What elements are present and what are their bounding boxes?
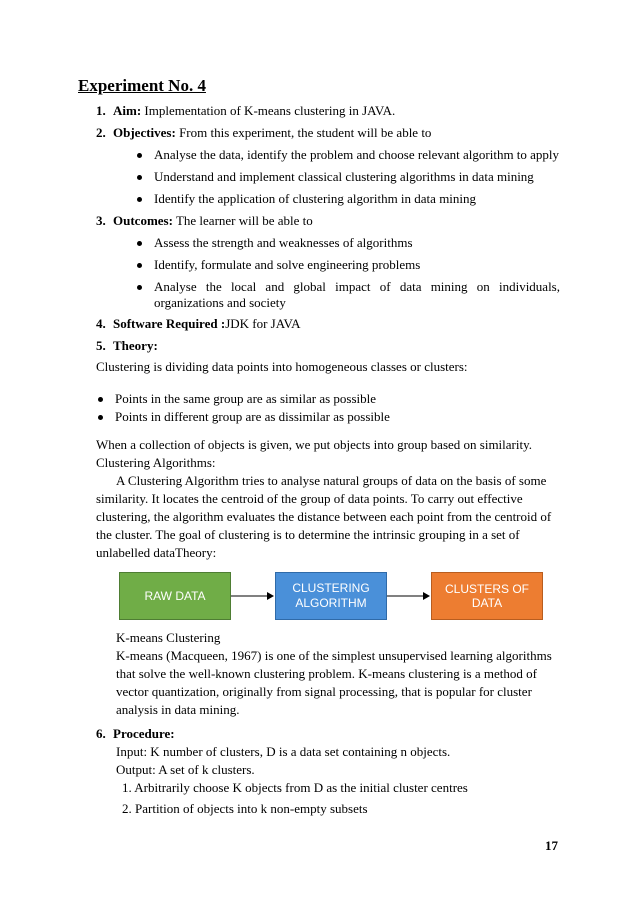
bullet-icon (98, 415, 103, 420)
theory-point: Points in the same group are as similar as possible (115, 391, 377, 406)
raw-data-box (119, 572, 231, 620)
objective-item: Understand and implement classical clustering algorithms in data mining (154, 169, 534, 184)
procedure-step: 1. Arbitrarily choose K objects from D as the initial cluster centres (122, 780, 468, 795)
aim-line (96, 103, 395, 119)
objectives-line (96, 125, 431, 141)
theory-intro: Clustering is dividing data points into homogeneous classes or clusters: (96, 359, 468, 374)
theory-text-line: the cluster. The goal of clustering is to determine the intrinsic grouping in a set of (96, 527, 520, 542)
outcome-item-justified (154, 279, 560, 295)
outcomes-label: Outcomes: (113, 213, 173, 228)
software-text: JDK for JAVA (225, 316, 301, 331)
word: individuals, (498, 279, 560, 294)
aim-number: 1. (96, 103, 106, 118)
theory-point: Points in different group are as dissimilar as possible (115, 409, 390, 424)
procedure-label: Procedure: (113, 726, 175, 741)
theory-label: Theory: (113, 338, 158, 353)
clustering-algorithm-label-line1: CLUSTERING (292, 581, 370, 595)
bullet-icon (137, 175, 142, 180)
word: and (265, 279, 285, 294)
word: global (293, 279, 326, 294)
word: local (230, 279, 257, 294)
kmeans-heading: K-means Clustering (116, 630, 221, 645)
bullet-icon (137, 285, 142, 290)
theory-text-line: similarity. It locates the centroid of the group of data points. To carry out effective (96, 491, 523, 506)
outcomes-text: The learner will be able to (172, 213, 313, 228)
software-line (96, 316, 301, 332)
kmeans-text-line: K-means (Macqueen, 1967) is one of the simplest unsupervised learning algorithms (116, 648, 552, 663)
objective-item: Identify the application of clustering algorithm in data mining (154, 191, 477, 206)
kmeans-text-line: that solve the well-known clustering problem. K-means clustering is a method of (116, 666, 537, 681)
software-label: Software Required : (113, 316, 226, 331)
theory-subheading: Clustering Algorithms: (96, 455, 216, 470)
theory-text-line: unlabelled dataTheory: (96, 545, 217, 560)
clustering-algorithm-label-line2: ALGORITHM (295, 596, 367, 610)
clustering-algorithm-box (275, 572, 387, 620)
bullet-icon (137, 153, 142, 158)
objectives-label: Objectives: (113, 125, 176, 140)
objectives-text: From this experiment, the student will be able to (175, 125, 432, 140)
theory-line (96, 338, 158, 354)
clusters-of-data-box (431, 572, 543, 620)
word: mining (430, 279, 468, 294)
outcome-item: Assess the strength and weaknesses of algorithms (154, 235, 413, 250)
word: on (476, 279, 490, 294)
outcome-item: Identify, formulate and solve engineering problems (154, 257, 421, 272)
procedure-step: 2. Partition of objects into k non-empty subsets (122, 801, 368, 816)
kmeans-text-line: vector quantization, originally from signal processing, that is popular for cluster (116, 684, 532, 699)
arrow-right-icon (387, 590, 431, 602)
theory-paragraph: When a collection of objects is given, we put objects into group based on similarity. (96, 437, 533, 452)
clusters-of-data-label: CLUSTERS OF DATA (444, 582, 529, 610)
page-title: Experiment No. 4 (78, 76, 206, 95)
software-number: 4. (96, 316, 106, 331)
arrow-right-icon (231, 590, 275, 602)
bullet-icon (98, 397, 103, 402)
procedure-line (96, 726, 175, 742)
raw-data-label: RAW DATA (144, 589, 206, 603)
theory-number: 5. (96, 338, 106, 353)
procedure-input: Input: K number of clusters, D is a data set containing n objects. (116, 744, 451, 759)
procedure-number: 6. (96, 726, 106, 741)
page-number: 17 (545, 838, 558, 853)
bullet-icon (137, 241, 142, 246)
word: of (379, 279, 391, 294)
procedure-output: Output: A set of k clusters. (116, 762, 255, 777)
objectives-number: 2. (96, 125, 106, 140)
objective-item: Analyse the data, identify the problem and choose relevant algorithm to apply (154, 147, 560, 162)
outcomes-line (96, 213, 313, 229)
outcomes-number: 3. (96, 213, 106, 228)
aim-label: Aim: (113, 103, 142, 118)
theory-text-line: A Clustering Algorithm tries to analyse natural groups of data on the basis of some (116, 473, 547, 488)
bullet-icon (137, 197, 142, 202)
word: data (399, 279, 422, 294)
theory-text-line: clustering, the algorithm evaluates the distance between each point from the centroid of (96, 509, 552, 524)
word: the (205, 279, 222, 294)
word: impact (335, 279, 371, 294)
outcome-item-continued: organizations and society (154, 295, 286, 310)
aim-text: Implementation of K-means clustering in JAVA. (141, 103, 396, 118)
word: Analyse (154, 279, 197, 294)
kmeans-text-line: analysis in data mining. (116, 702, 240, 717)
bullet-icon (137, 263, 142, 268)
